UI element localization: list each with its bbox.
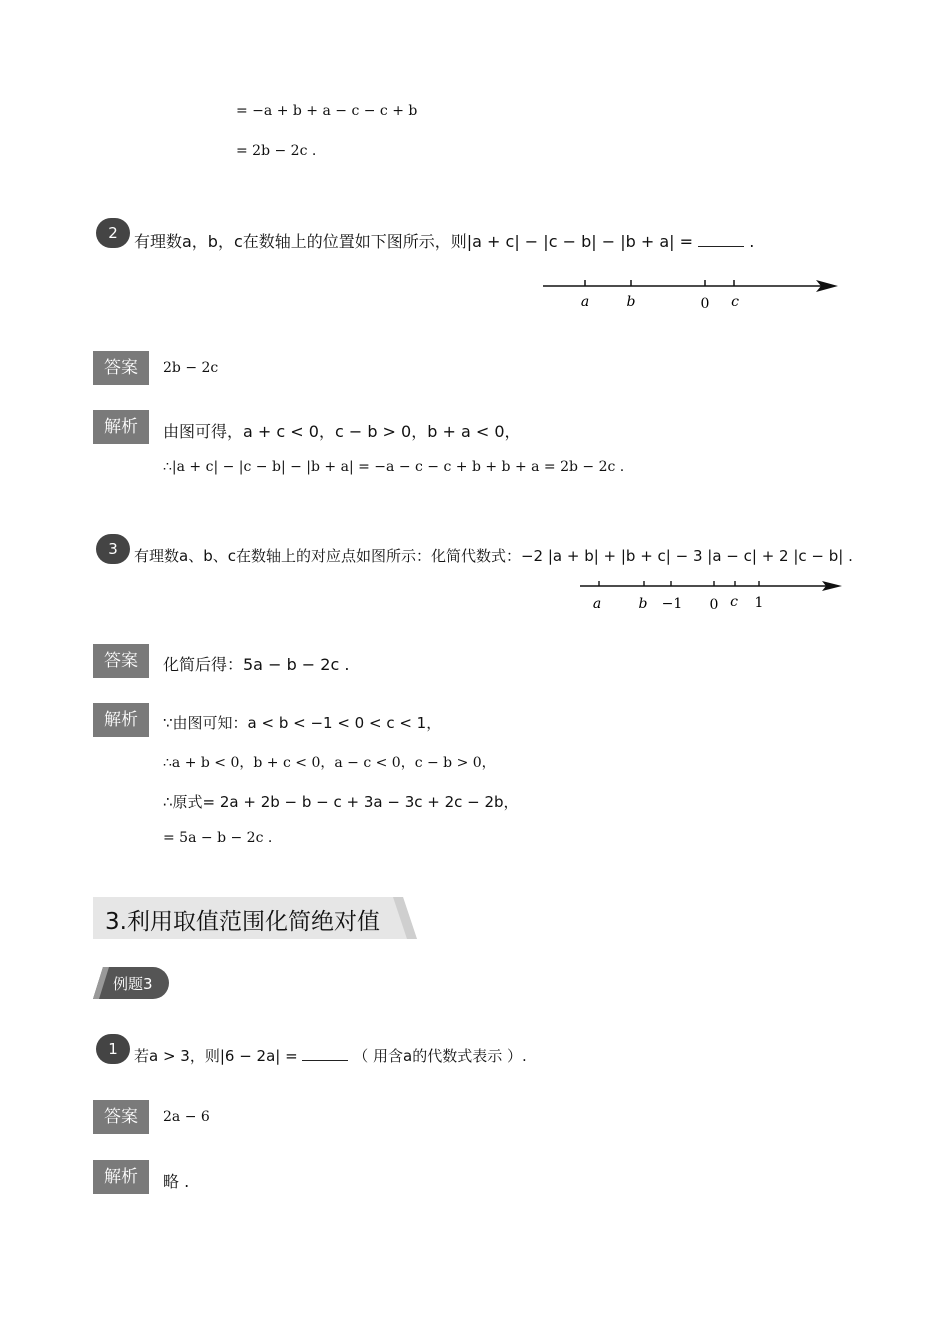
label-0: 0 — [709, 597, 719, 613]
analysis-label: 解析 — [93, 410, 149, 444]
example-tag — [93, 967, 169, 999]
analysis-label: 解析 — [93, 1160, 149, 1194]
label-b: b — [638, 596, 648, 612]
analysis-line: ∵由图可知：a < b < −1 < 0 < c < 1， — [163, 714, 442, 732]
label-c: c — [731, 294, 739, 310]
label-a: a — [592, 596, 602, 612]
solution-line-1: = −a + b + a − c − c + b — [236, 103, 418, 119]
example-label: 例题3 — [113, 975, 153, 993]
answer-label: 答案 — [93, 351, 149, 385]
label-b: b — [626, 294, 636, 310]
answer-text: 化简后得：5a − b − 2c . — [163, 655, 350, 674]
question-1-prompt: 若a > 3，则|6 − 2a| = — [134, 1047, 298, 1065]
analysis-label: 解析 — [93, 703, 149, 737]
analysis-line: ∴原式= 2a + 2b − b − c + 3a − 3c + 2c − 2b， — [163, 793, 519, 811]
answer-blank — [698, 234, 744, 247]
number-line-q3 — [578, 574, 844, 619]
question-2-end: . — [749, 232, 755, 251]
label-1: 1 — [754, 595, 764, 611]
section-header — [93, 897, 417, 939]
analysis-line: = 5a − b − 2c . — [163, 830, 273, 846]
question-2-prompt: 有理数a，b，c在数轴上的位置如下图所示，则|a + c| − |c − b| − |b + a| = — [134, 232, 694, 251]
analysis-line: ∴a + b < 0，b + c < 0，a − c < 0，c − b > 0， — [163, 755, 496, 771]
question-2-text — [134, 229, 754, 252]
question-1-suffix: （ 用含a的代数式表示 ）. — [353, 1047, 527, 1065]
question-1-text — [134, 1045, 527, 1066]
question-3-text: 有理数a、b、c在数轴上的对应点如图所示：化简代数式：−2 |a + b| + |b + c| − 3 |a − c| + 2 |c − b| . — [134, 547, 853, 565]
answer-label: 答案 — [93, 644, 149, 678]
analysis-line: ∴|a + c| − |c − b| − |b + a| = −a − c − c + b + b + a = 2b − 2c . — [163, 459, 625, 475]
label-0: 0 — [700, 296, 710, 312]
label-neg1: −1 — [661, 596, 683, 612]
solution-line-2: = 2b − 2c . — [236, 143, 317, 159]
question-number-badge: 2 — [96, 218, 130, 248]
question-number-badge: 1 — [96, 1034, 130, 1064]
label-c: c — [730, 594, 738, 610]
analysis-line: 由图可得，a + c < 0，c − b > 0，b + a < 0， — [163, 422, 521, 441]
answer-blank — [302, 1048, 348, 1061]
analysis-text: 略 . — [163, 1172, 190, 1191]
answer-text: 2b − 2c — [163, 360, 219, 376]
answer-label: 答案 — [93, 1100, 149, 1134]
answer-text: 2a − 6 — [163, 1109, 210, 1125]
label-a: a — [580, 294, 590, 310]
question-number-badge: 3 — [96, 534, 130, 564]
section-title: 3.利用取值范围化简绝对值 — [105, 909, 380, 935]
number-line-q2 — [540, 272, 840, 317]
